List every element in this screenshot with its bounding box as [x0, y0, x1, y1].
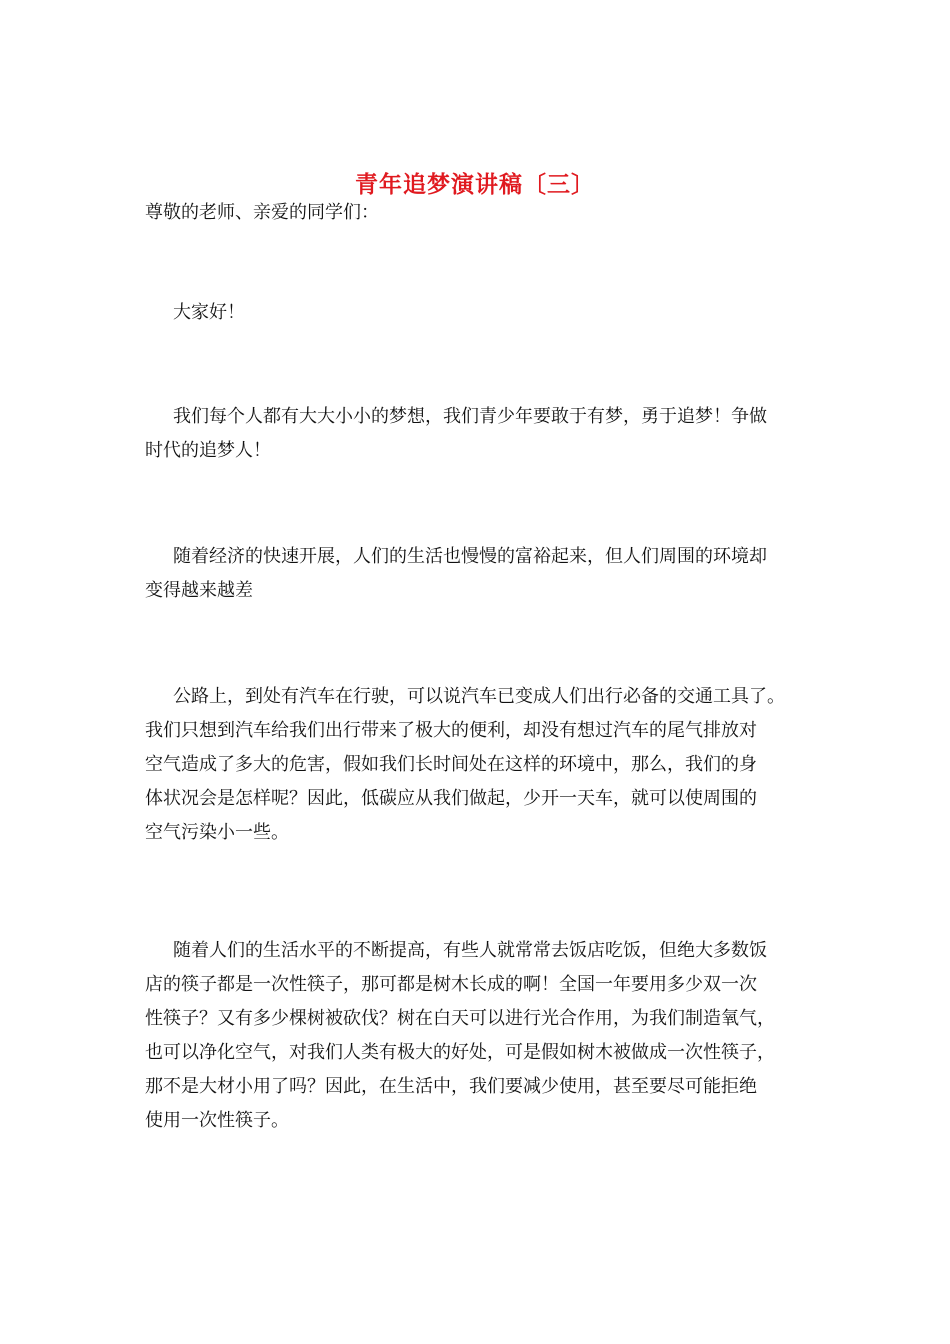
- paragraph-line: 也可以净化空气，对我们人类有极大的好处，可是假如树木被做成一次性筷子，: [145, 1042, 775, 1063]
- paragraph-line: 随着经济的快速开展，人们的生活也慢慢的富裕起来，但人们周围的环境却: [173, 546, 767, 567]
- paragraph-line: 空气污染小一些。: [145, 822, 289, 843]
- paragraph-line: 空气造成了多大的危害，假如我们长时间处在这样的环境中，那么，我们的身: [145, 754, 757, 775]
- paragraph-line: 使用一次性筷子。: [145, 1110, 289, 1131]
- paragraph-environment: [145, 540, 825, 608]
- paragraph-line: 店的筷子都是一次性筷子，那可都是树木长成的啊！全国一年要用多少双一次: [145, 974, 757, 995]
- paragraph-line: 体状况会是怎样呢？因此，低碳应从我们做起，少开一天车，就可以使周围的: [145, 788, 757, 809]
- paragraph-chopsticks: [145, 934, 825, 1138]
- paragraph-dream: [145, 400, 825, 468]
- document-title: 青年追梦演讲稿〔三〕: [355, 171, 595, 199]
- paragraph-cars: [145, 680, 825, 850]
- paragraph-line: 公路上，到处有汽车在行驶，可以说汽车已变成人们出行必备的交通工具了。: [173, 686, 785, 707]
- paragraph-line: 时代的追梦人！: [145, 440, 271, 461]
- paragraph-line: 大家好！: [173, 302, 245, 323]
- paragraph-greeting: [145, 296, 825, 330]
- paragraph-line: 性筷子？又有多少棵树被砍伐？树在白天可以进行光合作用，为我们制造氧气，: [145, 1008, 775, 1029]
- paragraph-line: 我们每个人都有大大小小的梦想，我们青少年要敢于有梦，勇于追梦！争做: [173, 406, 767, 427]
- paragraph-line: 随着人们的生活水平的不断提高，有些人就常常去饭店吃饭，但绝大多数饭: [173, 940, 767, 961]
- paragraph-line: 那不是大材小用了吗？因此，在生活中，我们要减少使用，甚至要尽可能拒绝: [145, 1076, 757, 1097]
- salutation: 尊敬的老师、亲爱的同学们：: [145, 202, 379, 223]
- paragraph-line: 变得越来越差: [145, 580, 253, 601]
- paragraph-line: 我们只想到汽车给我们出行带来了极大的便利，却没有想过汽车的尾气排放对: [145, 720, 757, 741]
